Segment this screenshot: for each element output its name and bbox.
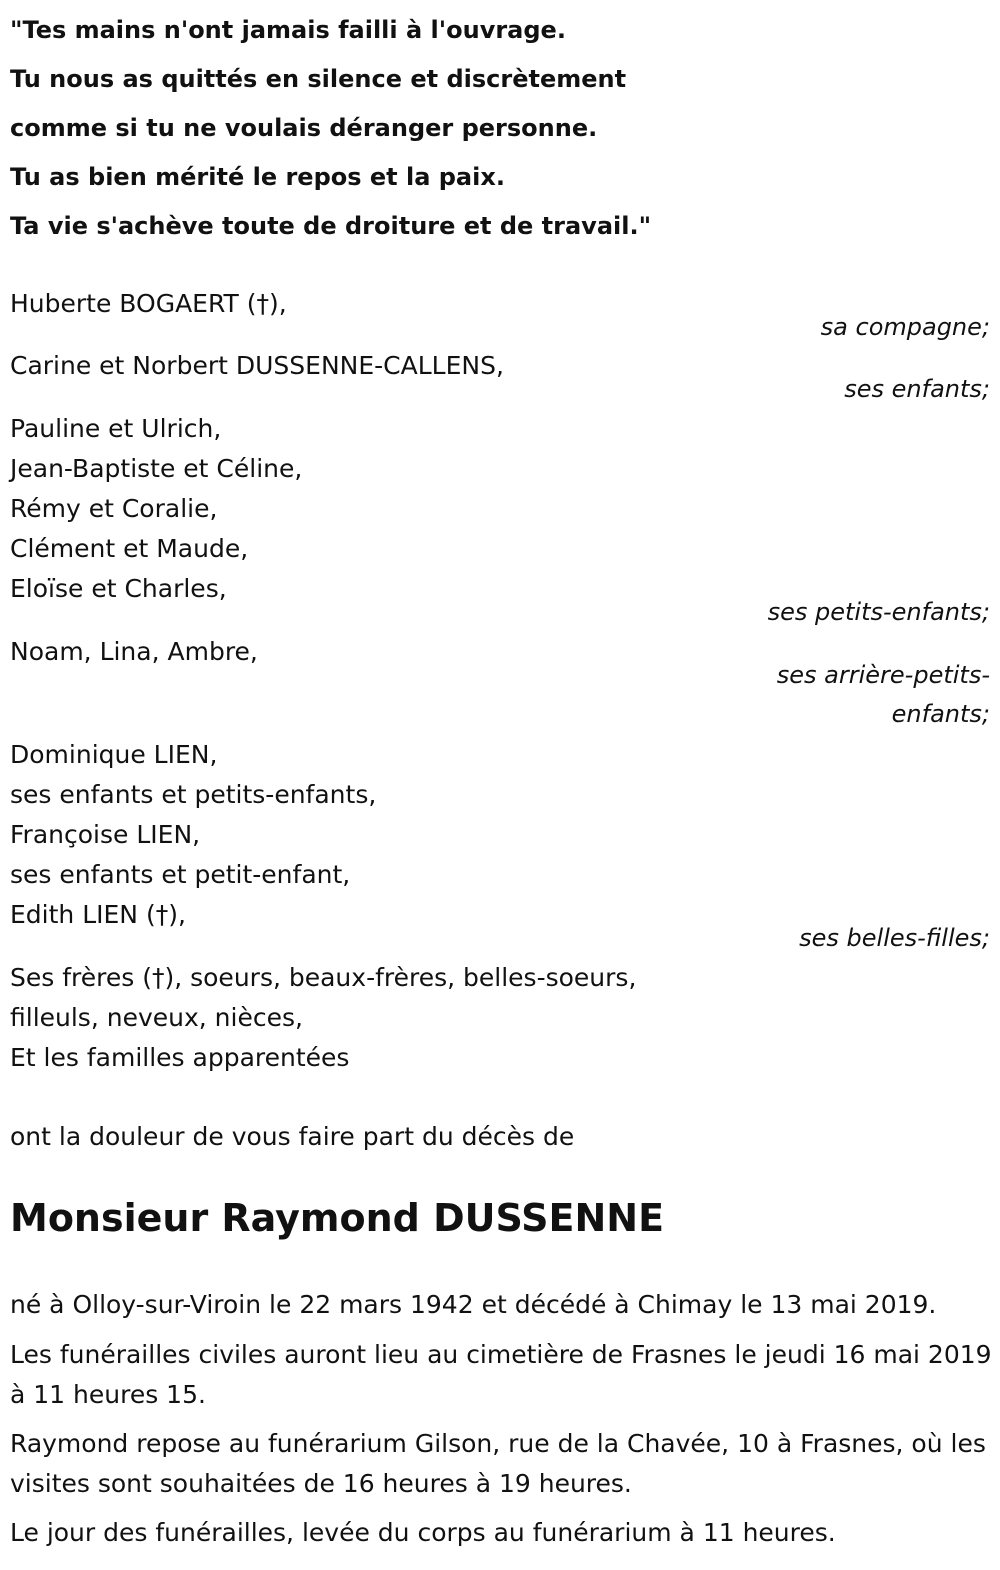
family-siblings [10, 958, 990, 1078]
visitation-paragraph: Raymond repose au funérarium Gilson, rue de la Chavée, 10 à Frasnes, où les visites sont souhaitées de 16 heures à 19 heures. [10, 1429, 986, 1498]
poem-line: Tu as bien mérité le repos et la paix. [10, 163, 505, 191]
family-name-line: Eloïse et Charles, [10, 574, 227, 603]
relation-label-line: ses arrière-petits- [776, 661, 990, 689]
poem [10, 6, 990, 251]
family-name-line: Françoise LIEN, [10, 820, 201, 849]
family-children [10, 346, 990, 406]
family-grandchildren [10, 409, 990, 634]
poem-line: "Tes mains n'ont jamais failli à l'ouvrage. [10, 16, 566, 44]
family-great-grandchildren [10, 632, 990, 732]
poem-line: Ta vie s'achève toute de droiture et de travail." [10, 212, 652, 240]
deceased-name: Monsieur Raymond DUSSENNE [10, 1196, 665, 1240]
family-name-line: ses enfants et petits-enfants, [10, 780, 377, 809]
relation-label: ses petits-enfants; [767, 598, 990, 626]
family-name-line: Pauline et Ulrich, [10, 414, 222, 443]
announcement: ont la douleur de vous faire part du décès de [10, 1122, 575, 1151]
family-name-line: Edith LIEN (†), [10, 900, 186, 929]
poem-line: Tu nous as quittés en silence et discrètement [10, 65, 627, 93]
family-companion [10, 284, 990, 344]
relation-label [760, 656, 990, 734]
family-name-line: Carine et Norbert DUSSENNE-CALLENS, [10, 351, 504, 380]
relation-label: ses belles-filles; [799, 924, 990, 952]
poem-line: comme si tu ne voulais déranger personne. [10, 114, 598, 142]
relation-label: ses enfants; [844, 375, 990, 403]
family-name-line: Rémy et Coralie, [10, 494, 218, 523]
family-name-line: ses enfants et petit-enfant, [10, 860, 351, 889]
family-name-line: Ses frères (†), soeurs, beaux-frères, belles-soeurs, [10, 963, 637, 992]
family-daughters-in-law [10, 735, 990, 960]
family-name-line: Dominique LIEN, [10, 740, 218, 769]
family-name-line: Noam, Lina, Ambre, [10, 637, 258, 666]
relation-label: sa compagne; [820, 313, 990, 341]
family-name-line: Et les familles apparentées [10, 1043, 350, 1072]
funeral-paragraph: Les funérailles civiles auront lieu au cimetière de Frasnes le jeudi 16 mai 2019 à 11 heures 15. [10, 1340, 992, 1409]
family-name-line: filleuls, neveux, nièces, [10, 1003, 303, 1032]
family-name-line: Jean-Baptiste et Céline, [10, 454, 303, 483]
family-name-line: Clément et Maude, [10, 534, 249, 563]
family-name-line: Huberte BOGAERT (†), [10, 289, 287, 318]
relation-label-line: enfants; [891, 700, 990, 728]
birth-death-paragraph: né à Olloy-sur-Viroin le 22 mars 1942 et décédé à Chimay le 13 mai 2019. [10, 1290, 937, 1319]
procession-paragraph: Le jour des funérailles, levée du corps au funérarium à 11 heures. [10, 1518, 836, 1547]
